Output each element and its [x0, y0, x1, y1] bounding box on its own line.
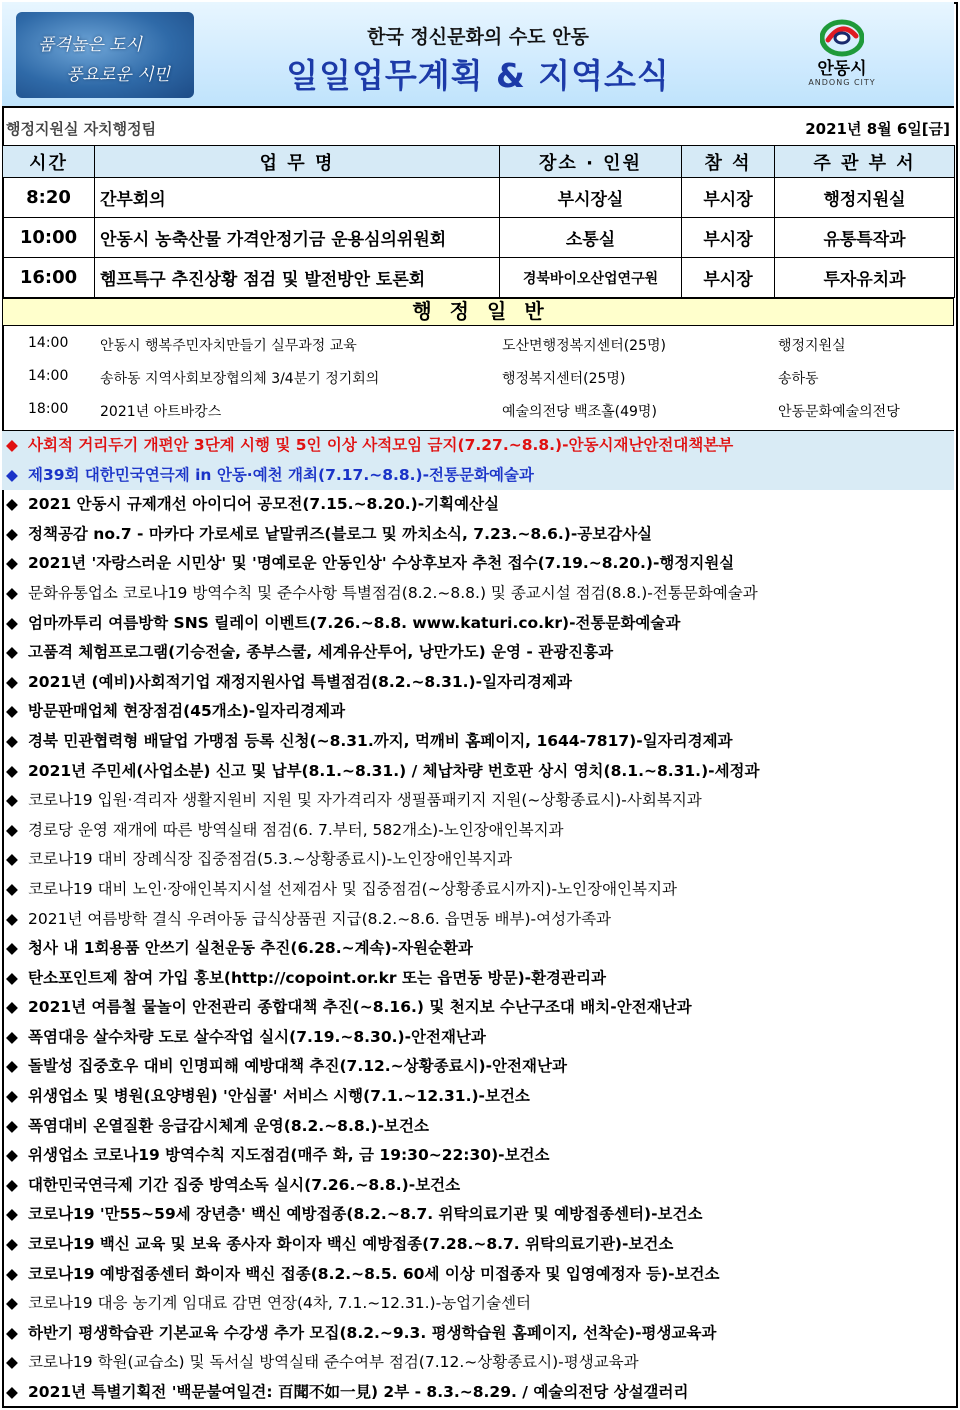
notice-item	[2, 1289, 954, 1319]
header-dept: 주 관 부 서	[775, 146, 955, 178]
diamond-bullet-icon: ◆	[6, 998, 18, 1017]
admin-dept: 안동문화예술의전당	[778, 404, 900, 420]
admin-place: 도산면행정복지센터(25명)	[502, 338, 666, 354]
schedule-table	[2, 145, 955, 298]
admin-name: 안동시 행복주민자치만들기 실무과정 교육	[100, 338, 357, 354]
notice-text: 사회적 거리두기 개편안 3단계 시행 및 5인 이상 사적모임 금지(7.27.~8.8.)-안동시재난안전대책본부	[28, 436, 734, 454]
diamond-bullet-icon: ◆	[6, 1383, 18, 1401]
diamond-bullet-icon: ◆	[6, 1235, 18, 1254]
diamond-bullet-icon: ◆	[6, 761, 18, 780]
diamond-bullet-icon: ◆	[6, 1294, 18, 1313]
diamond-bullet-icon: ◆	[6, 436, 18, 454]
cell-place: 경북바이오산업연구원	[500, 258, 682, 298]
notice-item	[2, 816, 954, 846]
notice-item	[2, 609, 954, 639]
header-banner	[2, 2, 954, 108]
admin-name: 2021년 아트바캉스	[100, 404, 222, 420]
notice-item	[2, 757, 954, 787]
notice-text: 돌발성 집중호우 대비 인명피해 예방대책 추진(7.12.~상황종료시)-안전재난과	[28, 1057, 567, 1076]
list-item	[2, 328, 954, 360]
diamond-bullet-icon: ◆	[6, 583, 18, 602]
cell-dept: 유통특작과	[775, 218, 955, 258]
diamond-bullet-icon: ◆	[6, 672, 18, 691]
notice-item	[2, 1052, 954, 1082]
cell-time: 8:20	[3, 178, 95, 218]
admin-time: 18:00	[28, 401, 69, 417]
info-line	[2, 114, 954, 142]
notice-item	[2, 1023, 954, 1053]
notice-text: 2021년 특별기획전 '백문불여일견: 百聞不如一見) 2부 - 8.3.~8.29. / 예술의전당 상설갤러리	[28, 1383, 689, 1401]
cell-dept: 행정지원실	[775, 178, 955, 218]
notice-item	[2, 905, 954, 935]
notice-item	[2, 1171, 954, 1201]
notice-item	[2, 1230, 954, 1260]
notice-text: 2021년 '자랑스러운 시민상' 및 '명예로운 안동인상' 수상후보자 추천 접수(7.19.~8.20.)-행정지원실	[28, 554, 735, 573]
diamond-bullet-icon: ◆	[6, 939, 18, 958]
admin-place: 행정복지센터(25명)	[502, 371, 626, 387]
notice-item	[2, 934, 954, 964]
notice-text: 코로나19 대비 노인·장애인복지시설 선제검사 및 집중점검(~상황종료시까지)-노인장애인복지과	[28, 879, 677, 898]
diamond-bullet-icon: ◆	[6, 820, 18, 839]
diamond-bullet-icon: ◆	[6, 1057, 18, 1076]
header-time: 시간	[3, 146, 95, 178]
cell-task: 안동시 농축산물 가격안정기금 운용심의위원회	[95, 218, 500, 258]
cell-task: 헴프특구 추진상황 점검 및 발전방안 토론회	[95, 258, 500, 298]
notice-item	[2, 1200, 954, 1230]
cell-place: 소통실	[500, 218, 682, 258]
admin-name: 송하동 지역사회보장협의체 3/4분기 정기회의	[100, 371, 380, 387]
diamond-bullet-icon: ◆	[6, 495, 18, 514]
notice-text: 코로나19 대비 장례식장 집중점검(5.3.~상황종료시)-노인장애인복지과	[28, 850, 513, 869]
notice-item	[2, 1348, 954, 1378]
date-label: 2021년 8월 6일[금]	[805, 120, 950, 138]
notice-text: 제39회 대한민국연극제 in 안동·예천 개최(7.17.~8.8.)-전통문화예술과	[28, 465, 534, 484]
cell-time: 16:00	[3, 258, 95, 298]
notice-text: 경로당 운영 재개에 따른 방역실태 점검(6. 7.부터, 582개소)-노인장애인복지과	[28, 820, 564, 839]
notice-text: 코로나19 입원·격리자 생활지원비 지원 및 자가격리자 생필품패키지 지원(~상황종료시)-사회복지과	[28, 791, 702, 810]
diamond-bullet-icon: ◆	[6, 850, 18, 869]
notice-text: 코로나19 '만55~59세 장년층' 백신 예방접종(8.2.~8.7. 위탁의료기관 및 예방접종센터)-보건소	[28, 1205, 703, 1224]
notice-item	[2, 993, 954, 1023]
diamond-bullet-icon: ◆	[6, 1175, 18, 1194]
header-place: 장소 · 인원	[500, 146, 682, 178]
notice-text: 정책공감 no.7 - 마카다 가로세로 낱말퀴즈(블로그 및 까치소식, 7.23.~8.6.)-공보감사실	[28, 524, 653, 543]
logo-name: 안동시	[817, 59, 867, 79]
notice-item	[2, 1082, 954, 1112]
city-emblem-icon	[820, 18, 864, 58]
cell-attendee: 부시장	[682, 258, 775, 298]
cell-attendee: 부시장	[682, 218, 775, 258]
notice-text: 2021년 주민세(사업소분) 신고 및 납부(8.1.~8.31.) / 체납차량 번호판 상시 영치(8.1.~8.31.)-세정과	[28, 761, 760, 780]
list-item	[2, 361, 954, 393]
notice-text: 탄소포인트제 참여 가입 홍보(http://copoint.or.kr 또는 읍면동 방문)-환경관리과	[28, 968, 606, 987]
cell-dept: 투자유치과	[775, 258, 955, 298]
table-row	[3, 258, 955, 298]
diamond-bullet-icon: ◆	[6, 1323, 18, 1342]
cell-time: 10:00	[3, 218, 95, 258]
table-row	[3, 178, 955, 218]
notice-item	[2, 520, 954, 550]
notice-text: 2021년 여름철 물놀이 안전관리 종합대책 추진(~8.16.) 및 천지보 수난구조대 배치-안전재난과	[28, 998, 692, 1017]
notice-text: 2021년 여름방학 결식 우려아동 급식상품권 지급(8.2.~8.6. 읍면동 배부)-여성가족과	[28, 909, 612, 928]
cell-attendee: 부시장	[682, 178, 775, 218]
notice-item	[2, 697, 954, 727]
andong-city-logo	[802, 18, 882, 98]
notice-item	[2, 638, 954, 668]
notice-item	[2, 727, 954, 757]
diamond-bullet-icon: ◆	[6, 524, 18, 543]
admin-place: 예술의전당 백조홀(49명)	[502, 404, 657, 420]
notice-text: 문화유통업소 코로나19 방역수칙 및 준수사항 특별점검(8.2.~8.8.) 및 종교시설 점검(8.8.)-전통문화예술과	[28, 583, 758, 602]
notice-item	[2, 1319, 954, 1349]
diamond-bullet-icon: ◆	[6, 1146, 18, 1165]
list-item	[2, 394, 954, 426]
notice-text: 위생업소 및 병원(요양병원) '안심콜' 서비스 시행(7.1.~12.31.)-보건소	[28, 1087, 530, 1106]
diamond-bullet-icon: ◆	[6, 909, 18, 928]
schedule-header-row	[3, 146, 955, 178]
admin-dept: 행정지원실	[778, 338, 846, 354]
diamond-bullet-icon: ◆	[6, 613, 18, 632]
notice-text: 코로나19 대응 농기계 임대료 감면 연장(4차, 7.1.~12.31.)-농업기술센터	[28, 1294, 532, 1313]
diamond-bullet-icon: ◆	[6, 968, 18, 987]
notice-text: 위생업소 코로나19 방역수칙 지도점검(매주 화, 금 19:30~22:30)-보건소	[28, 1146, 550, 1165]
notice-text: 코로나19 학원(교습소) 및 독서실 방역실태 준수여부 점검(7.12.~상황종료시)-평생교육과	[28, 1353, 639, 1372]
diamond-bullet-icon: ◆	[6, 1027, 18, 1046]
notice-item	[2, 461, 954, 491]
admin-section-title: 행정일반	[2, 298, 954, 326]
diamond-bullet-icon: ◆	[6, 702, 18, 721]
diamond-bullet-icon: ◆	[6, 1264, 18, 1283]
diamond-bullet-icon: ◆	[6, 1353, 18, 1372]
notice-item	[2, 1112, 954, 1142]
notice-text: 고품격 체험프로그램(기승전술, 종부스쿨, 세계유산투어, 낭만가도) 운영 - 관광진흥과	[28, 643, 614, 662]
notice-text: 코로나19 백신 교육 및 보육 종사자 화이자 백신 예방접종(7.28.~8.7. 위탁의료기관)-보건소	[28, 1235, 674, 1254]
notice-text: 2021 안동시 규제개선 아이디어 공모전(7.15.~8.20.)-기획예산실	[28, 495, 500, 514]
diamond-bullet-icon: ◆	[6, 643, 18, 662]
diamond-bullet-icon: ◆	[6, 731, 18, 750]
diamond-bullet-icon: ◆	[6, 791, 18, 810]
notice-item	[2, 490, 954, 520]
notice-item	[2, 964, 954, 994]
notice-text: 폭염대비 온열질환 응급감시체계 운영(8.2.~8.8.)-보건소	[28, 1116, 429, 1135]
notice-text: 엄마까투리 여름방학 SNS 릴레이 이벤트(7.26.~8.8. www.katuri.co.kr)-전통문화예술과	[28, 613, 681, 632]
cell-task: 간부회의	[95, 178, 500, 218]
notice-text: 하반기 평생학습관 기본교육 수강생 추가 모집(8.2.~9.3. 평생학습원 홈페이지, 선착순)-평생교육과	[28, 1323, 717, 1342]
notice-text: 폭염대응 살수차량 도로 살수작업 실시(7.19.~8.30.)-안전재난과	[28, 1027, 486, 1046]
notice-item	[2, 431, 954, 461]
diamond-bullet-icon: ◆	[6, 465, 18, 484]
notice-item	[2, 1260, 954, 1290]
department-label: 행정지원실 자치행정팀	[6, 120, 157, 138]
notice-item	[2, 875, 954, 905]
notice-item	[2, 1378, 954, 1408]
notice-item	[2, 786, 954, 816]
notice-text: 코로나19 예방접종센터 화이자 백신 접종(8.2.~8.5. 60세 이상 미접종자 및 입영예정자 등)-보건소	[28, 1264, 720, 1283]
notice-text: 2021년 (예비)사회적기업 재정지원사업 특별점검(8.2.~8.31.)-일자리경제과	[28, 672, 572, 691]
notice-item	[2, 668, 954, 698]
diamond-bullet-icon: ◆	[6, 1205, 18, 1224]
diamond-bullet-icon: ◆	[6, 879, 18, 898]
notice-text: 경북 민관협력형 배달업 가맹점 등록 신청(~8.31.까지, 먹깨비 홈페이지, 1644-7817)-일자리경제과	[28, 731, 733, 750]
notice-text: 청사 내 1회용품 안쓰기 실천운동 추진(6.28.~계속)-자원순환과	[28, 939, 473, 958]
slogan-line2: 풍요로운 시민	[66, 65, 170, 85]
notice-item	[2, 1141, 954, 1171]
notice-list	[2, 430, 954, 1408]
notice-text: 방문판매업체 현장점검(45개소)-일자리경제과	[28, 702, 346, 721]
notice-text: 대한민국연극제 기간 집중 방역소독 실시(7.26.~8.8.)-보건소	[28, 1175, 461, 1194]
header-attendee: 참 석	[682, 146, 775, 178]
logo-english: ANDONG CITY	[808, 78, 876, 87]
diamond-bullet-icon: ◆	[6, 1116, 18, 1135]
header-task: 업 무 명	[95, 146, 500, 178]
admin-list	[2, 328, 954, 426]
notice-item	[2, 549, 954, 579]
admin-dept: 송하동	[778, 371, 819, 387]
cell-place: 부시장실	[500, 178, 682, 218]
notice-item	[2, 845, 954, 875]
table-row	[3, 218, 955, 258]
banner-title: 일일업무계획 & 지역소식	[286, 56, 670, 95]
slogan-line1: 품격높은 도시	[38, 35, 142, 55]
notice-item	[2, 579, 954, 609]
diamond-bullet-icon: ◆	[6, 1087, 18, 1106]
admin-time: 14:00	[28, 368, 69, 384]
diamond-bullet-icon: ◆	[6, 554, 18, 573]
admin-time: 14:00	[28, 335, 69, 351]
banner-subtitle: 한국 정신문화의 수도 안동	[367, 26, 589, 48]
